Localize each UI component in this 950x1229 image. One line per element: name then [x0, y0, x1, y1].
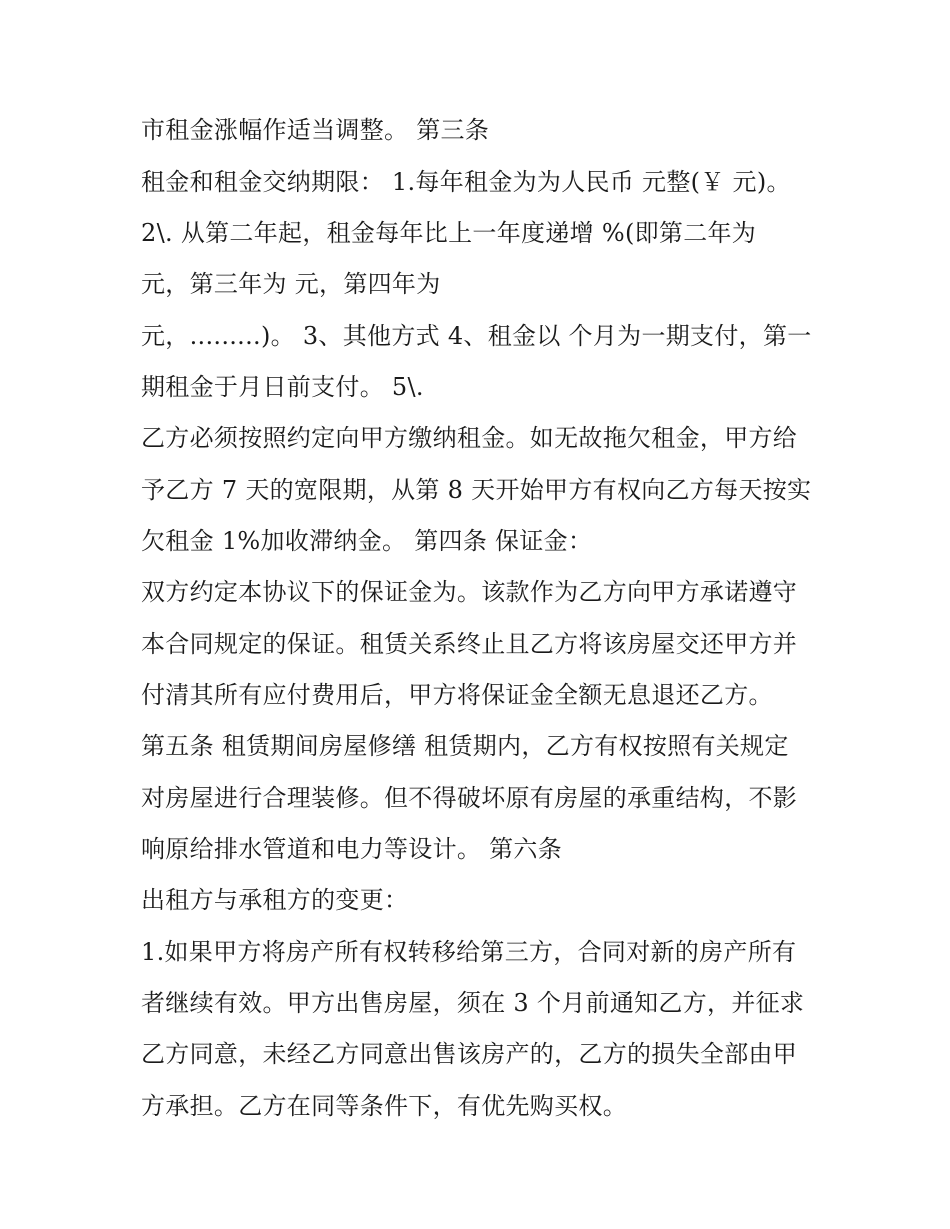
text-line: 者继续有效。甲方出售房屋，须在 3 个月前通知乙方，并征求 [141, 989, 805, 1017]
text-line: 元，第三年为 元，第四年为 [141, 270, 441, 298]
text-line: 付清其所有应付费用后，甲方将保证金全额无息退还乙方。 [141, 681, 773, 709]
text-line: 2\. 从第二年起，租金每年比上一年度递增 %(即第二年为 [141, 219, 757, 247]
text-line: 予乙方 7 天的宽限期，从第 8 天开始甲方有权向乙方每天按实 [141, 476, 812, 504]
text-line: 租金和租金交纳期限： 1.每年租金为为人民币 元整(￥ 元)。 [141, 168, 791, 196]
text-line: 第五条 租赁期间房屋修缮 租赁期内，乙方有权按照有关规定 [141, 732, 789, 760]
text-line: 1.如果甲方将房产所有权转移给第三方，合同对新的房产所有 [141, 938, 797, 966]
text-line: 双方约定本协议下的保证金为。该款作为乙方向甲方承诺遵守 [141, 578, 798, 606]
text-line: 乙方同意，未经乙方同意出售该房产的，乙方的损失全部由甲 [141, 1040, 798, 1068]
text-line: 乙方必须按照约定向甲方缴纳租金。如无故拖欠租金，甲方给 [141, 424, 798, 452]
text-line: 对房屋进行合理装修。但不得破坏原有房屋的承重结构，不影 [141, 784, 798, 812]
text-line: 元，.........)。 3、其他方式 4、租金以 个月为一期支付，第一 [141, 322, 812, 350]
text-line: 期租金于月日前支付。 5\. [141, 373, 424, 401]
text-line: 方承担。乙方在同等条件下，有优先购买权。 [141, 1092, 627, 1120]
text-line: 响原给排水管道和电力等设计。 第六条 [141, 835, 563, 863]
text-line: 市租金涨幅作适当调整。 第三条 [141, 116, 490, 144]
text-line: 出租方与承租方的变更： [141, 886, 409, 914]
text-line: 欠租金 1%加收滞纳金。 第四条 保证金： [141, 527, 593, 555]
text-line: 本合同规定的保证。租赁关系终止且乙方将该房屋交还甲方并 [141, 630, 798, 658]
